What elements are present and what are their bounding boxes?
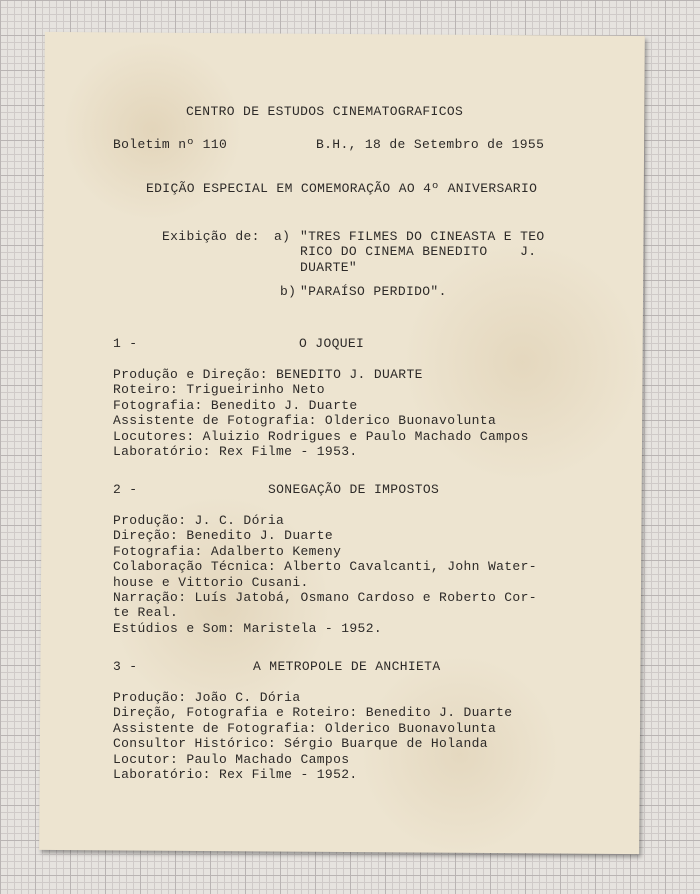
item-a-line: RICO DO CINEMA BENEDITO J. — [300, 244, 537, 260]
film-credits — [113, 690, 512, 782]
film-title: A METROPOLE DE ANCHIETA — [253, 659, 441, 674]
film-number: 2 - — [113, 482, 138, 497]
credit-line: Laboratório: Rex Filme - 1953. — [113, 444, 358, 460]
credit-line: Fotografia: Benedito J. Duarte — [113, 397, 358, 413]
place-and-date: B.H., 18 de Setembro de 1955 — [316, 137, 545, 152]
item-a-text — [300, 229, 545, 275]
credit-line: house e Vittorio Cusani. — [113, 574, 309, 590]
credit-line: Direção, Fotografia e Roteiro: Benedito J. Duarte — [113, 705, 513, 721]
edition-heading: EDIÇÃO ESPECIAL EM COMEMORAÇÃO AO 4º ANIVERSARIO — [146, 181, 538, 196]
item-a-marker: a) — [274, 229, 291, 244]
credit-line: Locutores: Aluizio Rodrigues e Paulo Machado Campos — [113, 428, 529, 444]
credit-line: Produção: J. C. Dória — [113, 513, 285, 528]
credit-line: Estúdios e Som: Maristela - 1952. — [113, 620, 382, 636]
credit-line: Consultor Histórico: Sérgio Buarque de Holanda — [113, 736, 488, 752]
film-credits — [113, 367, 529, 459]
credit-line: Assistente de Fotografia: Olderico Buonavolunta — [113, 413, 497, 429]
credit-line: Fotografia: Adalberto Kemeny — [113, 543, 342, 559]
credit-line: te Real. — [113, 605, 179, 621]
item-b-marker: b) — [280, 284, 297, 299]
credit-line: Produção e Direção: BENEDITO J. DUARTE — [113, 367, 423, 382]
credit-line: Produção: João C. Dória — [113, 690, 301, 705]
film-title: SONEGAÇÃO DE IMPOSTOS — [268, 482, 440, 497]
credit-line: Assistente de Fotografia: Olderico Buonavolunta — [113, 720, 497, 736]
item-b-text: "PARAÍSO PERDIDO". — [300, 284, 447, 299]
item-a-line: "TRES FILMES DO CINEASTA E TEO — [300, 229, 545, 244]
exhibition-label: Exibição de: — [162, 229, 260, 244]
credit-line: Colaboração Técnica: Alberto Cavalcanti, John Water- — [113, 559, 537, 575]
item-a-line: DUARTE" — [300, 259, 358, 275]
credit-line: Direção: Benedito J. Duarte — [113, 528, 334, 544]
credit-line: Roteiro: Trigueirinho Neto — [113, 382, 325, 398]
bulletin-number: Boletim nº 110 — [113, 137, 228, 152]
film-number: 1 - — [113, 336, 138, 351]
credit-line: Narração: Luís Jatobá, Osmano Cardoso e Roberto Cor- — [113, 590, 537, 606]
credit-line: Locutor: Paulo Machado Campos — [113, 751, 350, 767]
film-credits — [113, 513, 537, 636]
credit-line: Laboratório: Rex Filme - 1952. — [113, 767, 358, 783]
film-number: 3 - — [113, 659, 138, 674]
film-title: O JOQUEI — [299, 336, 365, 351]
institution-heading: CENTRO DE ESTUDOS CINEMATOGRAFICOS — [186, 104, 464, 119]
